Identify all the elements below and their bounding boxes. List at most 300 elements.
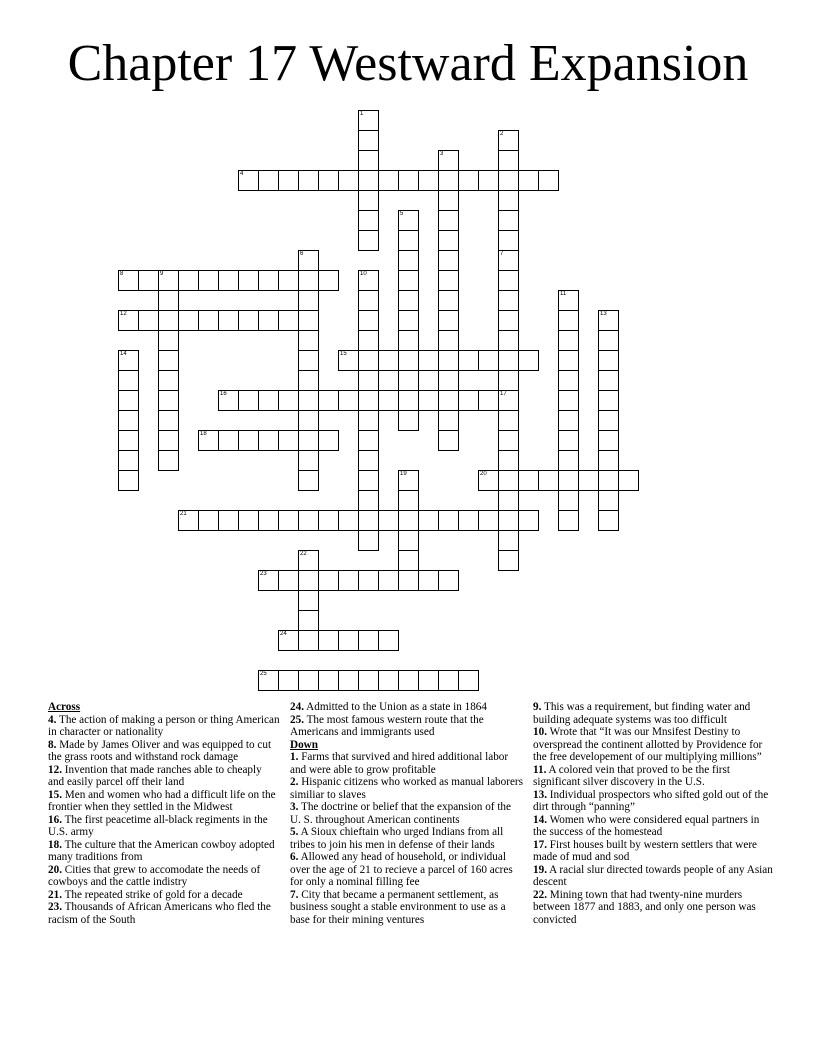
grid-cell[interactable] [358,390,379,411]
clue-text: Men and women who had a difficult life on the frontier when they settled in the Midwest [48,788,276,813]
grid-cell[interactable] [358,230,379,251]
grid-cell[interactable] [238,270,259,291]
grid-cell[interactable] [358,330,379,351]
grid-cell[interactable] [438,330,459,351]
grid-cell[interactable] [118,450,139,471]
clue-text: A racial slur directed towards people of any Asian descent [533,863,773,888]
grid-cell[interactable] [598,350,619,371]
across-clue [290,701,524,714]
clue-number: 11. [533,763,547,776]
grid-cell[interactable] [358,130,379,151]
clue-text: The repeated strike of gold for a decade [61,888,243,901]
grid-cell[interactable] [598,370,619,391]
down-clue [290,826,524,851]
grid-cell[interactable] [498,250,519,271]
across-clue [290,714,524,739]
grid-number: 22 [300,551,307,557]
grid-cell[interactable] [298,550,319,571]
clue-number: 14. [533,813,547,826]
clue-number: 20. [48,863,62,876]
grid-cell[interactable] [358,170,379,191]
grid-cell[interactable] [398,570,419,591]
clue-number: 23. [48,901,62,913]
grid-cell[interactable] [418,350,439,371]
grid-cell[interactable] [498,550,519,571]
grid-number: 6 [300,251,304,257]
grid-cell[interactable] [398,330,419,351]
grid-cell[interactable] [498,330,519,351]
clue-number: 3. [290,801,299,813]
across-clue [48,764,280,789]
clue-text: Farms that survived and hired additional labor and were able to grow profitable [290,751,509,776]
grid-cell[interactable] [498,310,519,331]
grid-cell[interactable] [358,210,379,231]
grid-cell[interactable] [498,150,519,171]
grid-cell[interactable] [358,510,379,531]
grid-cell[interactable] [358,370,379,391]
down-clue [533,701,773,726]
grid-cell[interactable] [358,290,379,311]
grid-cell[interactable] [238,430,259,451]
grid-cell[interactable] [278,570,299,591]
grid-number: 14 [120,351,127,357]
grid-cell[interactable] [478,470,499,491]
grid-cell[interactable] [438,290,459,311]
grid-cell[interactable] [318,630,339,651]
grid-cell[interactable] [318,570,339,591]
grid-cell[interactable] [458,350,479,371]
grid-cell[interactable] [258,510,279,531]
grid-cell[interactable] [438,670,459,691]
grid-cell[interactable] [298,270,319,291]
grid-cell[interactable] [438,210,459,231]
grid-cell[interactable] [498,490,519,511]
grid-cell[interactable] [598,470,619,491]
grid-cell[interactable] [298,590,319,611]
grid-cell[interactable] [558,350,579,371]
grid-cell[interactable] [158,410,179,431]
grid-cell[interactable] [298,350,319,371]
clue-text: Individual prospectors who sifted gold out of the dirt through “panning” [533,788,769,813]
grid-cell[interactable] [458,510,479,531]
grid-cell[interactable] [218,270,239,291]
grid-cell[interactable] [438,310,459,331]
grid-cell[interactable] [198,270,219,291]
grid-cell[interactable] [298,250,319,271]
grid-cell[interactable] [418,170,439,191]
grid-cell[interactable] [358,150,379,171]
grid-cell[interactable] [398,390,419,411]
grid-cell[interactable] [278,510,299,531]
across-clue [48,739,280,764]
grid-cell[interactable] [438,370,459,391]
grid-cell[interactable] [458,390,479,411]
grid-cell[interactable] [398,170,419,191]
grid-cell[interactable] [398,230,419,251]
across-clue [48,714,280,739]
grid-number: 17 [500,391,507,397]
clues-column-1 [48,701,280,926]
grid-cell[interactable] [578,470,599,491]
grid-cell[interactable] [558,510,579,531]
grid-cell[interactable] [278,270,299,291]
grid-cell[interactable] [378,570,399,591]
grid-cell[interactable] [398,250,419,271]
down-clue [533,789,773,814]
grid-cell[interactable] [318,510,339,531]
clue-number: 19. [533,863,547,876]
grid-cell[interactable] [378,170,399,191]
grid-cell[interactable] [278,670,299,691]
grid-cell[interactable] [498,510,519,531]
grid-cell[interactable] [618,470,639,491]
grid-cell[interactable] [478,390,499,411]
grid-cell[interactable] [218,510,239,531]
grid-cell[interactable] [438,250,459,271]
grid-cell[interactable] [498,450,519,471]
grid-cell[interactable] [378,390,399,411]
grid-cell[interactable] [218,310,239,331]
grid-cell[interactable] [318,390,339,411]
grid-cell[interactable] [498,410,519,431]
grid-cell[interactable] [298,170,319,191]
across-clue [48,889,280,902]
grid-cell[interactable] [198,510,219,531]
grid-cell[interactable] [138,310,159,331]
grid-number: 1 [360,111,364,117]
grid-cell[interactable] [478,350,499,371]
grid-cell[interactable] [498,470,519,491]
grid-cell[interactable] [438,410,459,431]
grid-cell[interactable] [498,390,519,411]
grid-cell[interactable] [358,630,379,651]
clue-number: 17. [533,838,547,851]
down-clue [533,814,773,839]
grid-cell[interactable] [598,450,619,471]
grid-number: 25 [260,671,267,677]
grid-cell[interactable] [438,270,459,291]
grid-number: 24 [280,631,287,637]
grid-cell[interactable] [118,350,139,371]
grid-cell[interactable] [558,330,579,351]
grid-cell[interactable] [358,450,379,471]
grid-cell[interactable] [338,390,359,411]
grid-cell[interactable] [158,430,179,451]
grid-cell[interactable] [558,370,579,391]
grid-cell[interactable] [478,510,499,531]
grid-cell[interactable] [598,510,619,531]
grid-cell[interactable] [358,490,379,511]
grid-cell[interactable] [298,310,319,331]
across-clue [48,789,280,814]
clue-text: Admitted to the Union as a state in 1864 [303,701,487,713]
grid-cell[interactable] [158,310,179,331]
clue-text: City that became a permanent settlement, as business sought a stable environment to use as a base for their mining ventures [290,888,506,926]
grid-cell[interactable] [118,470,139,491]
grid-cell[interactable] [598,490,619,511]
clue-text: The most famous western route that the Americans and immigrants used [290,713,484,738]
grid-cell[interactable] [298,410,319,431]
clue-number: 13. [533,788,547,801]
grid-cell[interactable] [458,170,479,191]
grid-cell[interactable] [118,430,139,451]
clue-number: 10. [533,726,547,738]
grid-cell[interactable] [378,630,399,651]
down-clue [290,889,524,927]
grid-cell[interactable] [518,170,539,191]
grid-cell[interactable] [418,510,439,531]
grid-cell[interactable] [258,310,279,331]
grid-cell[interactable] [398,530,419,551]
clue-number: 18. [48,838,62,851]
grid-cell[interactable] [258,170,279,191]
grid-cell[interactable] [378,510,399,531]
grid-cell[interactable] [318,270,339,291]
grid-cell[interactable] [118,390,139,411]
grid-cell[interactable] [258,430,279,451]
grid-cell[interactable] [218,390,239,411]
grid-cell[interactable] [558,390,579,411]
grid-cell[interactable] [398,470,419,491]
grid-cell[interactable] [298,510,319,531]
grid-cell[interactable] [278,170,299,191]
grid-cell[interactable] [158,330,179,351]
grid-cell[interactable] [358,530,379,551]
grid-cell[interactable] [238,310,259,331]
grid-cell[interactable] [358,410,379,431]
grid-cell[interactable] [158,370,179,391]
grid-cell[interactable] [298,290,319,311]
grid-number: 20 [480,471,487,477]
grid-cell[interactable] [338,350,359,371]
clue-text: Allowed any head of household, or individual over the age of 21 to recieve a parcel of 160 acres for only a nominal filling fee [290,851,513,888]
grid-cell[interactable] [398,270,419,291]
grid-cell[interactable] [358,570,379,591]
clue-text: A Sioux chieftain who urged Indians from all tribes to join his men in defense of their lands [290,826,504,851]
grid-cell[interactable] [598,430,619,451]
grid-cell[interactable] [438,430,459,451]
grid-cell[interactable] [338,170,359,191]
across-heading: Across [48,701,81,713]
grid-cell[interactable] [358,270,379,291]
grid-cell[interactable] [318,430,339,451]
grid-cell[interactable] [498,230,519,251]
grid-number: 18 [200,431,207,437]
grid-cell[interactable] [438,190,459,211]
grid-number: 23 [260,571,267,577]
grid-cell[interactable] [598,310,619,331]
grid-cell[interactable] [298,430,319,451]
grid-cell[interactable] [558,410,579,431]
grid-cell[interactable] [298,370,319,391]
grid-cell[interactable] [498,370,519,391]
grid-cell[interactable] [258,670,279,691]
grid-cell[interactable] [178,510,199,531]
grid-cell[interactable] [558,450,579,471]
grid-cell[interactable] [438,170,459,191]
grid-cell[interactable] [558,490,579,511]
down-clue [533,726,773,764]
grid-cell[interactable] [558,430,579,451]
grid-cell[interactable] [118,370,139,391]
clue-number: 8. [48,738,57,751]
grid-cell[interactable] [298,610,319,631]
grid-cell[interactable] [358,430,379,451]
grid-cell[interactable] [138,270,159,291]
grid-cell[interactable] [398,490,419,511]
grid-cell[interactable] [198,430,219,451]
grid-cell[interactable] [438,390,459,411]
clue-text: Invention that made ranches able to cheaply and easily parcel off their land [48,763,262,788]
clue-text: A colored vein that proved to be the first significant silver discovery in the U.S. [533,763,730,788]
grid-cell[interactable] [358,190,379,211]
grid-cell[interactable] [538,470,559,491]
grid-cell[interactable] [238,170,259,191]
grid-cell[interactable] [238,510,259,531]
grid-cell[interactable] [398,310,419,331]
grid-cell[interactable] [258,570,279,591]
grid-cell[interactable] [198,310,219,331]
grid-cell[interactable] [478,170,499,191]
clue-text: Wrote that “It was our Mnsifest Destiny to overspread the continent allotted by Providence for the free developement of our multiplying millions” [533,726,763,763]
grid-cell[interactable] [518,510,539,531]
clue-text: Mining town that had twenty-nine murders between 1877 and 1883, and only one person was convicted [533,888,756,926]
clue-number: 6. [290,851,299,863]
down-heading: Down [290,738,318,751]
grid-cell[interactable] [538,170,559,191]
grid-cell[interactable] [398,290,419,311]
grid-cell[interactable] [338,510,359,531]
clues-column-2 [290,701,524,926]
grid-cell[interactable] [338,570,359,591]
grid-cell[interactable] [598,330,619,351]
grid-cell[interactable] [358,110,379,131]
grid-cell[interactable] [558,310,579,331]
grid-cell[interactable] [158,270,179,291]
clue-text: Hispanic citizens who worked as manual laborers similiar to slaves [290,776,524,801]
grid-cell[interactable] [398,350,419,371]
grid-cell[interactable] [598,410,619,431]
grid-cell[interactable] [338,670,359,691]
grid-cell[interactable] [158,350,179,371]
clue-number: 15. [48,788,62,801]
grid-number: 13 [600,311,607,317]
grid-cell[interactable] [278,390,299,411]
grid-cell[interactable] [318,670,339,691]
clue-number: 7. [290,888,299,901]
grid-cell[interactable] [498,290,519,311]
grid-cell[interactable] [298,470,319,491]
grid-cell[interactable] [118,270,139,291]
clue-number: 4. [48,713,57,726]
grid-cell[interactable] [498,170,519,191]
grid-cell[interactable] [358,350,379,371]
grid-cell[interactable] [438,230,459,251]
grid-cell[interactable] [498,210,519,231]
grid-cell[interactable] [498,130,519,151]
grid-cell[interactable] [378,670,399,691]
grid-cell[interactable] [298,450,319,471]
grid-cell[interactable] [398,210,419,231]
grid-cell[interactable] [398,670,419,691]
grid-cell[interactable] [498,350,519,371]
grid-cell[interactable] [238,390,259,411]
grid-cell[interactable] [498,270,519,291]
grid-cell[interactable] [298,390,319,411]
grid-cell[interactable] [458,670,479,691]
grid-cell[interactable] [178,270,199,291]
grid-cell[interactable] [438,150,459,171]
grid-cell[interactable] [258,270,279,291]
grid-cell[interactable] [558,290,579,311]
grid-cell[interactable] [358,470,379,491]
grid-cell[interactable] [298,330,319,351]
grid-cell[interactable] [158,390,179,411]
clue-number: 22. [533,888,547,901]
down-clue [290,776,524,801]
grid-cell[interactable] [298,630,319,651]
grid-cell[interactable] [438,350,459,371]
clue-text: Cities that grew to accomodate the needs of cowboys and the cattle indistry [48,863,261,888]
grid-cell[interactable] [498,530,519,551]
grid-cell[interactable] [338,630,359,651]
clue-number: 25. [290,713,304,726]
grid-number: 21 [180,511,187,517]
grid-cell[interactable] [278,310,299,331]
grid-cell[interactable] [438,510,459,531]
grid-cell[interactable] [158,450,179,471]
clue-text: The first peacetime all-black regiments in the U.S. army [48,813,268,838]
down-clue [533,889,773,927]
grid-cell[interactable] [358,310,379,331]
grid-cell[interactable] [378,350,399,371]
grid-number: 16 [220,391,227,397]
grid-number: 4 [240,171,244,177]
grid-cell[interactable] [118,310,139,331]
across-clue [48,839,280,864]
grid-cell[interactable] [318,170,339,191]
grid-number: 2 [500,131,504,137]
clue-number: 9. [533,701,542,713]
grid-cell[interactable] [178,310,199,331]
grid-cell[interactable] [558,470,579,491]
grid-cell[interactable] [438,570,459,591]
grid-cell[interactable] [418,390,439,411]
grid-cell[interactable] [358,670,379,691]
grid-cell[interactable] [398,370,419,391]
grid-cell[interactable] [398,550,419,571]
grid-cell[interactable] [398,410,419,431]
grid-cell[interactable] [418,670,439,691]
grid-cell[interactable] [218,430,239,451]
grid-cell[interactable] [498,190,519,211]
grid-cell[interactable] [298,670,319,691]
grid-cell[interactable] [278,430,299,451]
grid-cell[interactable] [398,510,419,531]
grid-cell[interactable] [498,430,519,451]
down-clue [290,801,524,826]
grid-cell[interactable] [278,630,299,651]
grid-cell[interactable] [518,470,539,491]
grid-cell[interactable] [518,350,539,371]
grid-cell[interactable] [258,390,279,411]
grid-cell[interactable] [158,290,179,311]
grid-cell[interactable] [118,410,139,431]
grid-number: 3 [440,151,444,157]
grid-cell[interactable] [298,570,319,591]
grid-cell[interactable] [598,390,619,411]
grid-cell[interactable] [418,570,439,591]
